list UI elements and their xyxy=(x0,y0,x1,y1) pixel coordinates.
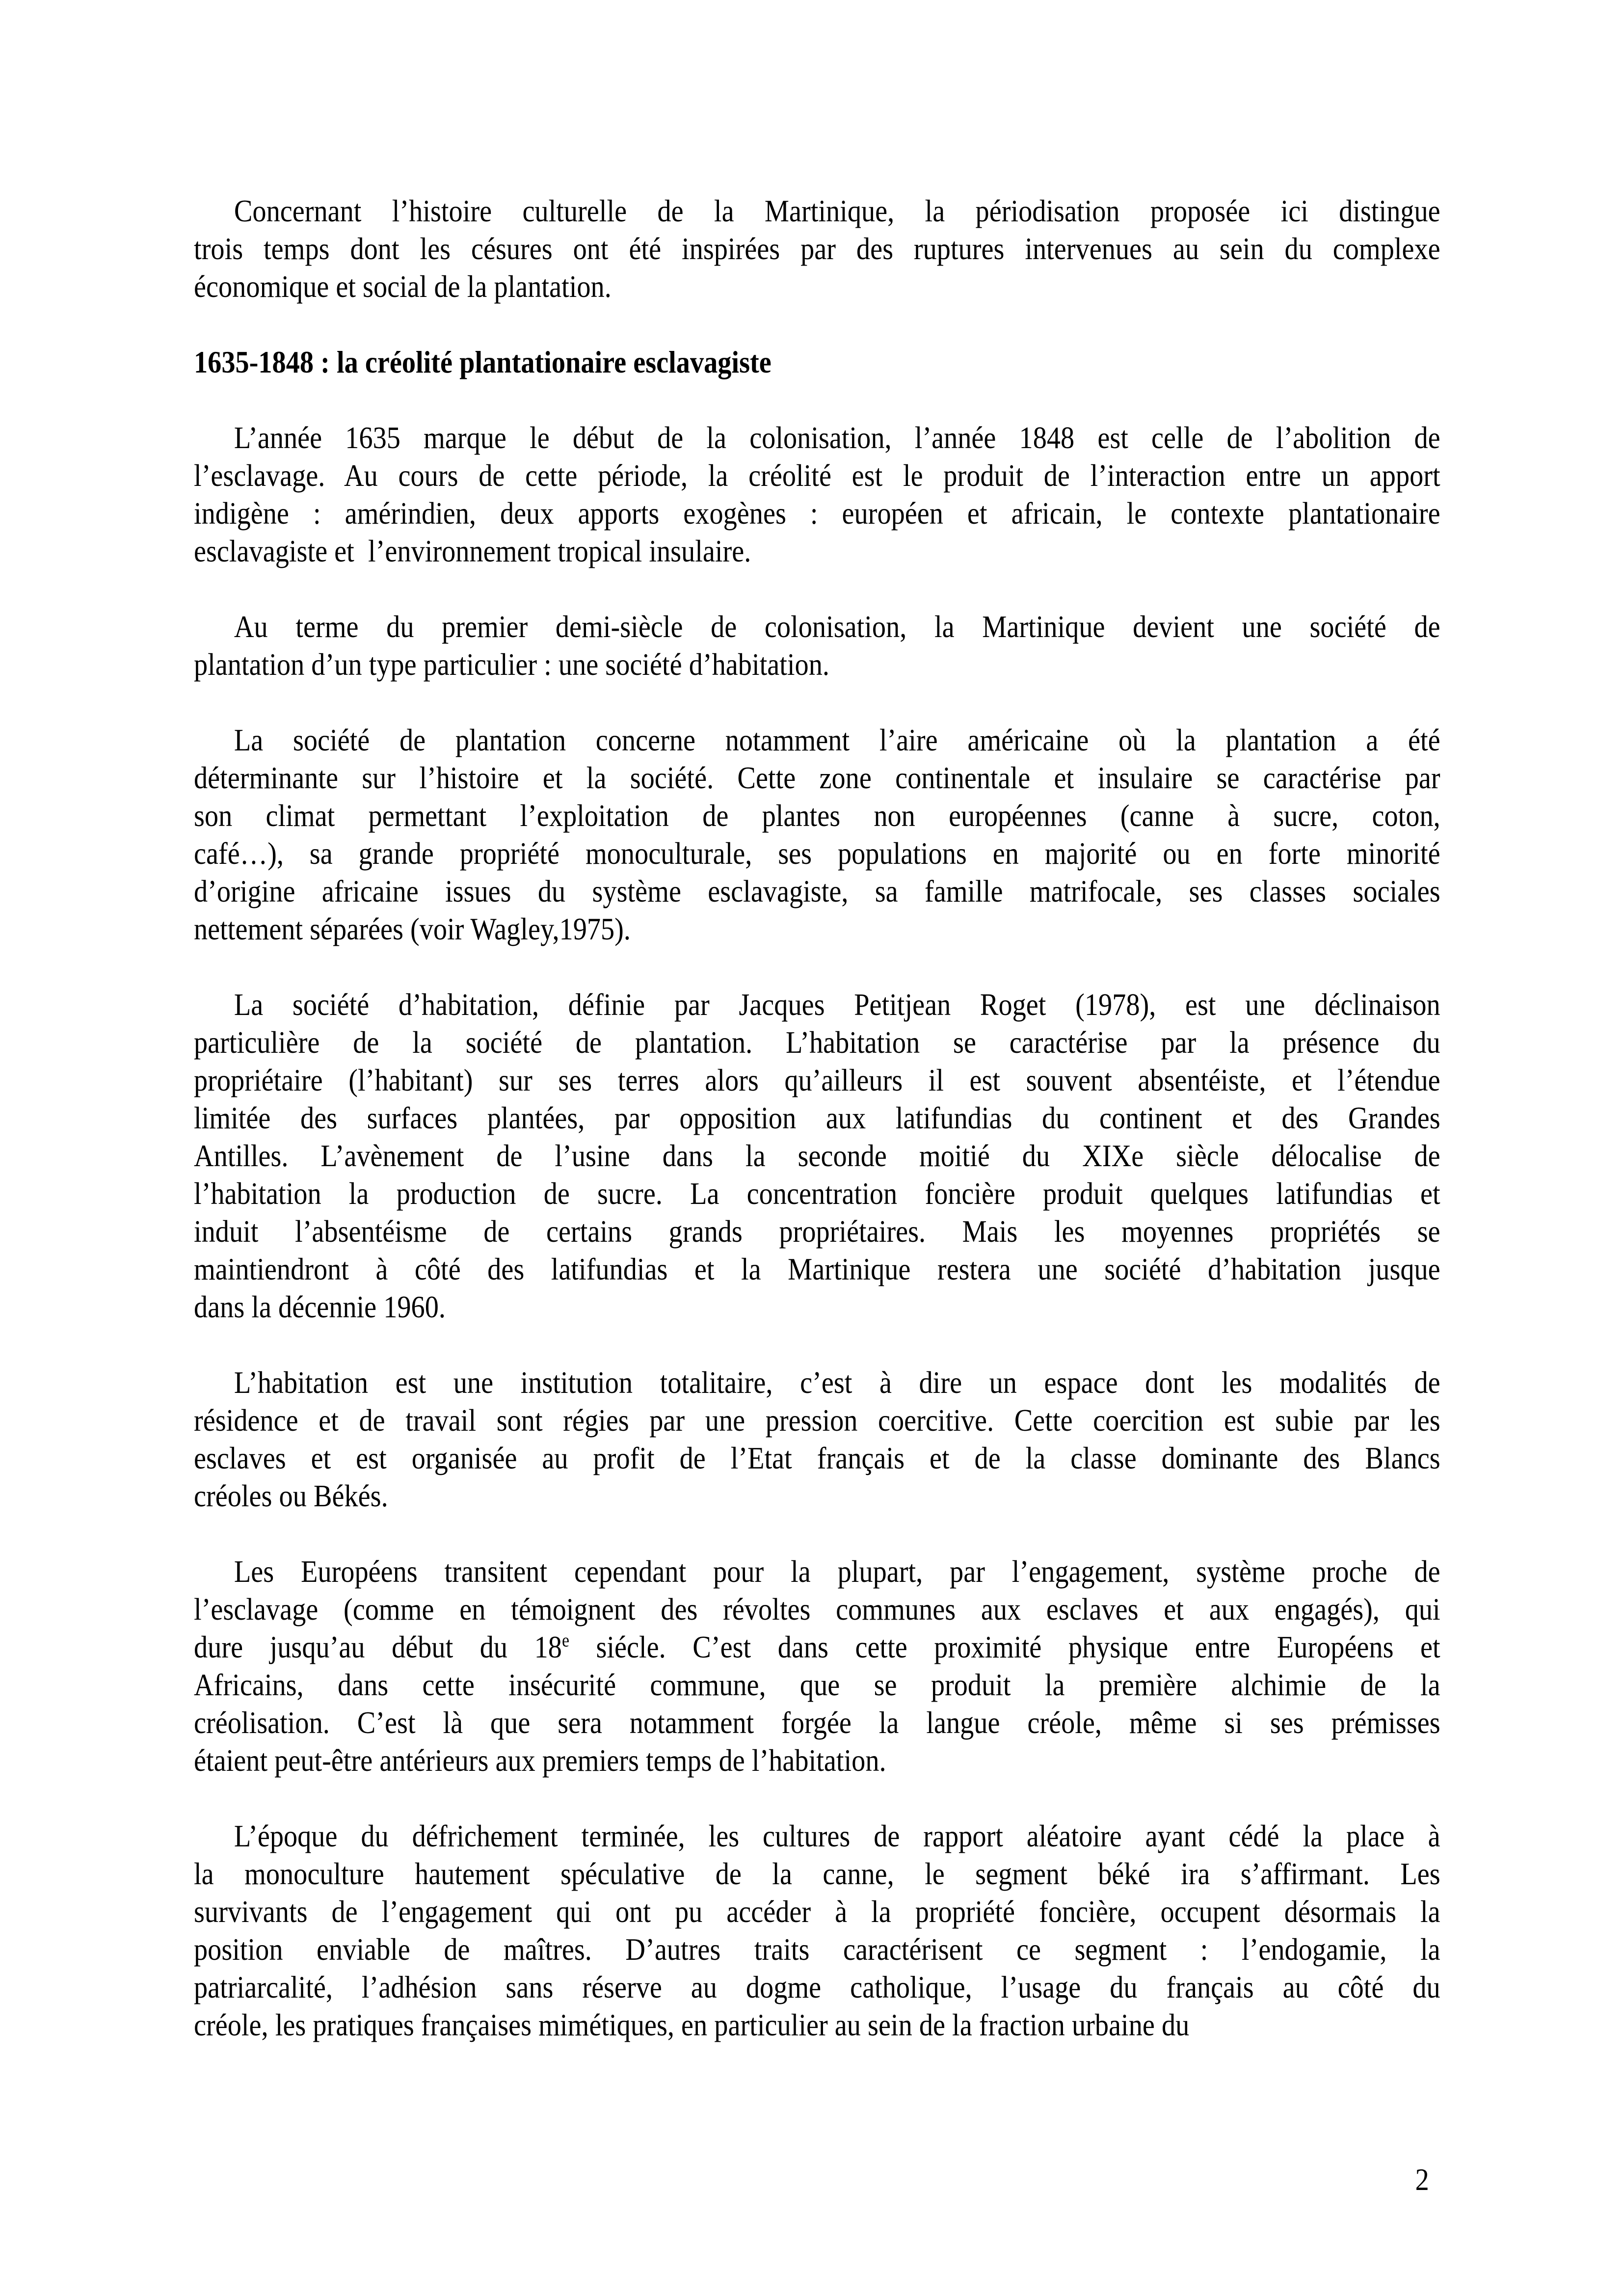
text-line: nettement séparées (voir Wagley,1975). xyxy=(194,911,631,946)
text-line: étaient peut-être antérieurs aux premiers temps de l’habitation. xyxy=(194,1743,886,1778)
text-line: la monoculture hautement spéculative de la canne, le segment béké ira s’affirmant. Les xyxy=(194,1856,1440,1891)
text-line: trois temps dont les césures ont été inspirées par des ruptures intervenues au sein du complexe xyxy=(194,231,1440,266)
text-line: créolisation. C’est là que sera notamment forgée la langue créole, même si ses prémisses xyxy=(194,1705,1440,1740)
page-number: 2 xyxy=(1415,2162,1429,2197)
text-line: plantation d’un type particulier : une société d’habitation. xyxy=(194,647,829,682)
text-line: 1635-1848 : la créolité plantationaire esclavagiste xyxy=(194,345,772,379)
text-line: esclavagiste et l’environnement tropical insulaire. xyxy=(194,534,751,568)
text-line: limitée des surfaces plantées, par opposition aux latifundias du continent et des Grandes xyxy=(194,1100,1440,1135)
page-body xyxy=(194,192,1610,2082)
text-line: particulière de la société de plantation. L’habitation se caractérise par la présence du xyxy=(194,1025,1440,1060)
text-line: Au terme du premier demi-siècle de colonisation, la Martinique devient une société de xyxy=(234,609,1440,644)
text-line: Concernant l’histoire culturelle de la Martinique, la périodisation proposée ici distingue xyxy=(234,193,1440,228)
superscript: e xyxy=(561,1630,569,1651)
section-heading xyxy=(194,343,1610,381)
paragraph xyxy=(194,721,1610,948)
text-line: maintiendront à côté des latifundias et la Martinique restera une société d’habitation jusque xyxy=(194,1252,1440,1286)
text-line: l’esclavage (comme en témoignent des révoltes communes aux esclaves et aux engagés), qui xyxy=(194,1592,1440,1627)
paragraph xyxy=(194,192,1610,305)
text-line: Antilles. L’avènement de l’usine dans la seconde moitié du XIXe siècle délocalise de xyxy=(194,1138,1440,1173)
paragraph xyxy=(194,1363,1610,1515)
text-line: l’esclavage. Au cours de cette période, la créolité est le produit de l’interaction entre un apport xyxy=(194,458,1440,493)
text-line: La société d’habitation, définie par Jacques Petitjean Roget (1978), est une déclinaison xyxy=(234,987,1440,1022)
text-line: L’habitation est une institution totalitaire, c’est à dire un espace dont les modalités de xyxy=(234,1365,1440,1400)
text-line: indigène : amérindien, deux apports exogènes : européen et africain, le contexte plantationaire xyxy=(194,496,1440,531)
page-footer xyxy=(194,2161,1610,2198)
text-line: dure jusqu’au début du 18e siécle. C’est dans cette proximité physique entre Européens et xyxy=(194,1629,1440,1664)
text-line: économique et social de la plantation. xyxy=(194,269,612,304)
text-line: L’année 1635 marque le début de la colonisation, l’année 1848 est celle de l’abolition de xyxy=(234,420,1440,455)
text-line: survivants de l’engagement qui ont pu accéder à la propriété foncière, occupent désormais la xyxy=(194,1894,1440,1929)
text-line: l’habitation la production de sucre. La concentration foncière produit quelques latifundias et xyxy=(194,1176,1440,1211)
text-line: esclaves et est organisée au profit de l’Etat français et de la classe dominante des Blancs xyxy=(194,1441,1440,1475)
text-line: Les Européens transitent cependant pour la plupart, par l’engagement, système proche de xyxy=(234,1554,1440,1589)
text-line: dans la décennie 1960. xyxy=(194,1289,446,1324)
paragraph xyxy=(194,1817,1610,2044)
text-line: La société de plantation concerne notamment l’aire américaine où la plantation a été xyxy=(234,722,1440,757)
paragraph xyxy=(194,608,1610,683)
text-line: d’origine africaine issues du système esclavagiste, sa famille matrifocale, ses classes sociales xyxy=(194,874,1440,908)
text-line: L’époque du défrichement terminée, les cultures de rapport aléatoire ayant cédé la place à xyxy=(234,1818,1440,1853)
paragraph xyxy=(194,419,1610,570)
paragraph xyxy=(194,986,1610,1326)
text-line: patriarcalité, l’adhésion sans réserve au dogme catholique, l’usage du français au côté du xyxy=(194,1970,1440,2004)
text-line: Africains, dans cette insécurité commune, que se produit la première alchimie de la xyxy=(194,1667,1440,1702)
text-line: résidence et de travail sont régies par une pression coercitive. Cette coercition est subie par les xyxy=(194,1403,1440,1438)
text-line: propriétaire (l’habitant) sur ses terres alors qu’ailleurs il est souvent absentéiste, et l’étendue xyxy=(194,1063,1440,1097)
text-line: créole, les pratiques françaises mimétiques, en particulier au sein de la fraction urbaine du xyxy=(194,2007,1190,2042)
text-line: déterminante sur l’histoire et la société. Cette zone continentale et insulaire se caractérise par xyxy=(194,760,1440,795)
text-line: café…), sa grande propriété monoculturale, ses populations en majorité ou en forte minorité xyxy=(194,836,1440,871)
text-line: induit l’absentéisme de certains grands propriétaires. Mais les moyennes propriétés se xyxy=(194,1214,1440,1249)
text-line: son climat permettant l’exploitation de plantes non européennes (canne à sucre, coton, xyxy=(194,798,1440,833)
paragraph xyxy=(194,1552,1610,1779)
text-line: position enviable de maîtres. D’autres traits caractérisent ce segment : l’endogamie, la xyxy=(194,1932,1440,1967)
text-line: créoles ou Békés. xyxy=(194,1478,388,1513)
